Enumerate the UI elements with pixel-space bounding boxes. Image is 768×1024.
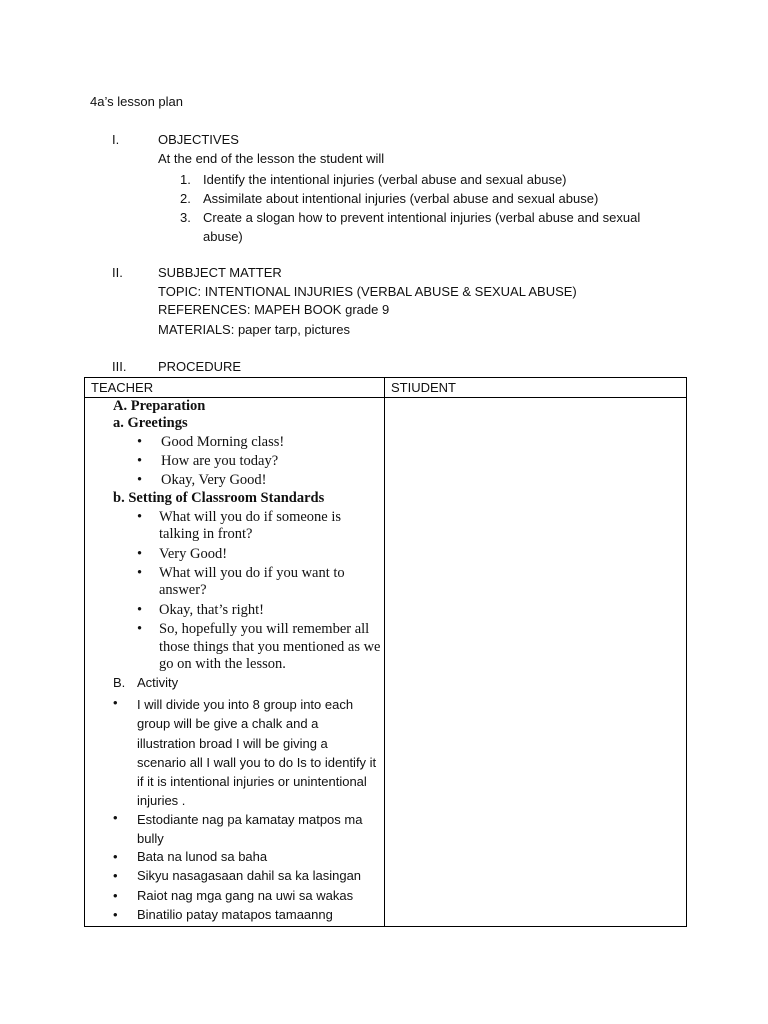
objective-number: 2. xyxy=(180,191,191,206)
standard-item: Okay, that’s right! xyxy=(159,602,264,618)
activity-heading: Activity xyxy=(137,675,179,690)
preparation-heading: A. Preparation xyxy=(113,398,206,414)
subject-matter-references: REFERENCES: MAPEH BOOK grade 9 xyxy=(158,302,390,317)
bullet-icon: • xyxy=(137,621,143,637)
activity-item: I will divide you into 8 group into each group will be give a chalk and a illustration broad I will be giving a scenario all I wall you to do Is to identify it if it is intentional injuries or unintentional injuries . xyxy=(137,697,377,809)
bullet-icon: • xyxy=(113,888,118,903)
greetings-heading: a. Greetings xyxy=(113,415,188,431)
greeting-item: Okay, Very Good! xyxy=(161,472,267,488)
objective-number: 1. xyxy=(180,172,191,187)
procedure-table xyxy=(84,377,687,927)
bullet-icon: • xyxy=(137,453,143,469)
objective-text: Assimilate about intentional injuries (verbal abuse and sexual abuse) xyxy=(203,191,599,206)
activity-item: Bata na lunod sa baha xyxy=(137,849,268,864)
bullet-icon: • xyxy=(113,868,118,883)
objectives-heading: OBJECTIVES xyxy=(158,132,239,147)
activity-label: B. xyxy=(113,675,126,690)
standard-item: What will you do if someone is talking in front? xyxy=(159,509,342,542)
activity-item: Sikyu nasagasaan dahil sa ka lasingan xyxy=(137,868,362,883)
objective-text: Identify the intentional injuries (verbal abuse and sexual abuse) xyxy=(203,172,567,187)
table-row xyxy=(85,398,687,927)
standard-item: So, hopefully you will remember all those things that you mentioned as we go on with the lesson. xyxy=(159,621,381,672)
objectives-numeral: I. xyxy=(112,132,120,147)
greeting-item: How are you today? xyxy=(161,453,279,469)
standards-heading: b. Setting of Classroom Standards xyxy=(113,490,325,506)
bullet-icon: • xyxy=(137,434,143,450)
student-column-header: STIUDENT xyxy=(385,378,687,398)
teacher-column-header: TEACHER xyxy=(85,378,385,398)
bullet-icon: • xyxy=(137,509,143,525)
activity-item: Estodiante nag pa kamatay matpos ma bully xyxy=(137,812,363,847)
bullet-icon: • xyxy=(113,695,118,710)
greeting-item: Good Morning class! xyxy=(161,434,285,450)
bullet-icon: • xyxy=(113,907,118,922)
subject-matter-topic: TOPIC: INTENTIONAL INJURIES (VERBAL ABUSE & SEXUAL ABUSE) xyxy=(158,284,577,299)
subject-matter-numeral: II. xyxy=(112,265,123,280)
activity-item: Raiot nag mga gang na uwi sa wakas xyxy=(137,888,354,903)
bullet-icon: • xyxy=(113,810,118,825)
subject-matter-heading: SUBBJECT MATTER xyxy=(158,265,282,280)
standard-item: Very Good! xyxy=(159,546,228,562)
document-title: 4a’s lesson plan xyxy=(90,94,183,109)
objective-text: Create a slogan how to prevent intentional injuries (verbal abuse and sexual abuse) xyxy=(203,210,641,244)
standard-item: What will you do if you want to answer? xyxy=(159,565,345,598)
procedure-numeral: III. xyxy=(112,359,127,374)
bullet-icon: • xyxy=(137,472,143,488)
activity-item: Binatilio patay matapos tamaanng xyxy=(137,907,333,922)
bullet-icon: • xyxy=(113,849,118,864)
bullet-icon: • xyxy=(137,602,143,618)
bullet-icon: • xyxy=(137,546,143,562)
student-cell xyxy=(385,398,687,927)
table-header-row xyxy=(85,378,687,398)
objective-number: 3. xyxy=(180,210,191,225)
procedure-heading: PROCEDURE xyxy=(158,359,242,374)
teacher-cell xyxy=(85,398,385,927)
bullet-icon: • xyxy=(137,565,143,581)
objectives-intro: At the end of the lesson the student will xyxy=(158,151,385,166)
subject-matter-materials: MATERIALS: paper tarp, pictures xyxy=(158,322,350,337)
